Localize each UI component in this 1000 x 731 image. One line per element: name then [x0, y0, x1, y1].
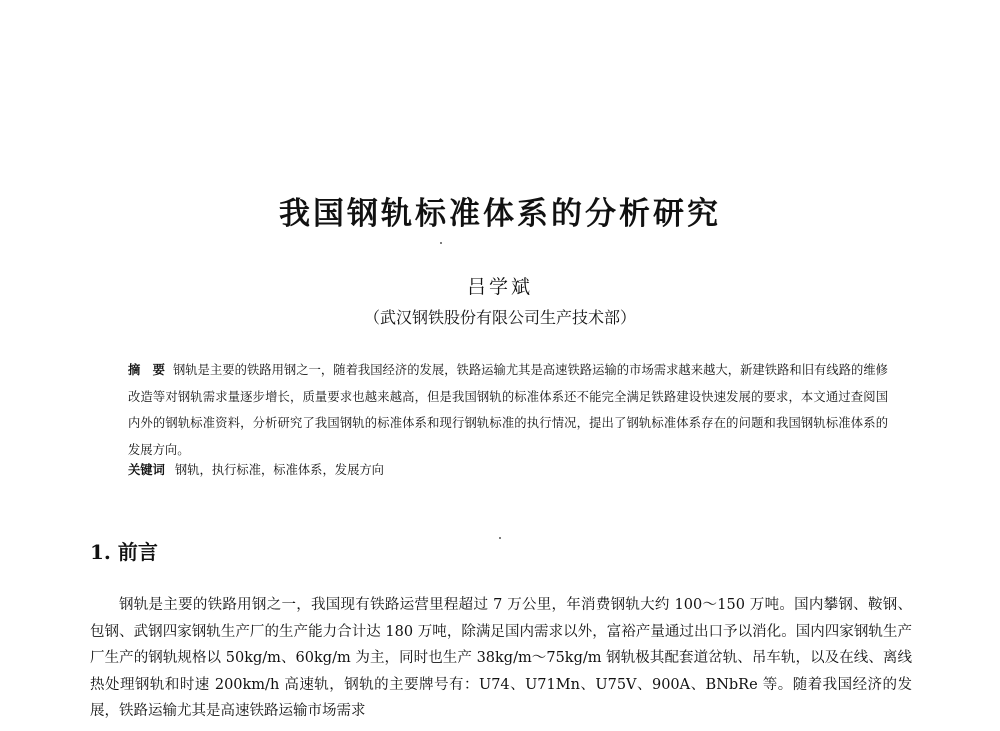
keywords-text: 钢轨，执行标准，标准体系，发展方向 [174, 463, 384, 477]
body-paragraph: 钢轨是主要的铁路用钢之一，我国现有铁路运营里程超过 7 万公里，年消费钢轨大约 100～150 万吨。国内攀钢、鞍钢、包钢、武钢四家钢轨生产厂的生产能力合计达 180 万吨，除满足国内需求以外，富裕产量通过出口予以消化。国内四家钢轨生产厂生产的钢轨规格以 50kg/m、60kg/m 为主，同时也生产 38kg/m～75kg/m 钢轨极其配套道岔轨、吊车轨，以及在线、离线热处理钢轨和时速 200km/h 高速轨，钢轨的主要牌号有：U74、U71Mn、U75V、900A、BNbRe 等。随着我国经济的发展，铁路运输尤其是高速铁路运输市场需求 [90, 597, 912, 720]
keywords-block [128, 460, 888, 480]
scan-speck [440, 242, 442, 244]
abstract-block [128, 357, 888, 463]
abstract-text: 钢轨是主要的铁路用钢之一，随着我国经济的发展，铁路运输尤其是高速铁路运输的市场需求越来越大，新建铁路和旧有线路的维修改造等对钢轨需求量逐步增长，质量要求也越来越高，但是我国钢轨的标准体系还不能完全满足铁路建设快速发展的要求，本文通过查阅国内外的钢轨标准资料，分析研究了我国钢轨的标准体系和现行钢轨标准的执行情况，提出了钢轨标准体系存在的问题和我国钢轨标准体系的发展方向。 [128, 363, 888, 457]
keywords-label: 关键词 [128, 463, 165, 477]
scan-speck [499, 537, 501, 539]
author-affiliation: （武汉钢铁股份有限公司生产技术部） [363, 308, 636, 327]
section-heading: 1. 前言 [90, 540, 158, 564]
paper-title: 我国钢轨标准体系的分析研究 [279, 196, 721, 232]
abstract-label: 摘 要 [128, 363, 165, 377]
author-name: 吕学斌 [466, 276, 533, 298]
